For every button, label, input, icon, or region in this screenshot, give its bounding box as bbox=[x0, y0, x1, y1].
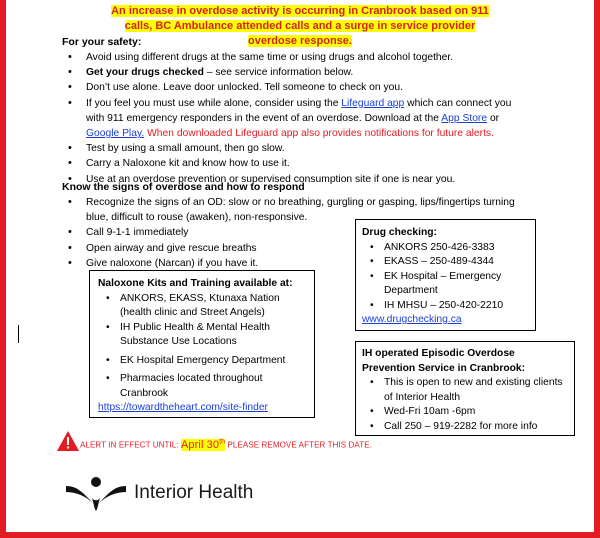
alert-date: April 30th bbox=[181, 438, 226, 451]
list-item: • If you feel you must use while alone, consider using the Lifeguard app which can connect you with 911 emergency responders in the event of an overdose. Download at the App Store or Google Play. When downloaded Lifeguard app also provides notifications for future alerts. bbox=[62, 96, 532, 142]
list-item: • Wed-Fri 10am -6pm bbox=[362, 405, 568, 420]
list-item: • Give naloxone (Narcan) if you have it. bbox=[62, 256, 537, 271]
list-item: • Recognize the signs of an OD: slow or no breathing, gurgling or gasping, lips/fingertips turning blue, difficult to rouse (awaken), non-responsive. bbox=[62, 195, 537, 225]
episodic-box bbox=[355, 341, 575, 436]
list-item: • Call 9-1-1 immediately bbox=[62, 225, 537, 240]
list-item: • EK Hospital – Emergency Department bbox=[362, 270, 529, 299]
safety-list bbox=[62, 50, 532, 187]
list-item: • IH Public Health & Mental Health Substance Use Locations bbox=[98, 321, 306, 350]
google-play-link[interactable]: Google Play. bbox=[86, 128, 145, 140]
list-item: • ANKORS, EKASS, Ktunaxa Nation (health clinic and Street Angels) bbox=[98, 292, 306, 321]
list-item: • Don’t use alone. Leave door unlocked. Tell someone to check on you. bbox=[62, 80, 532, 95]
list-item: • Test by using a small amount, then go slow. bbox=[62, 141, 532, 156]
list-item: • Get your drugs checked – see service information below. bbox=[62, 65, 532, 80]
lifeguard-app-link[interactable]: Lifeguard app bbox=[341, 97, 405, 109]
naloxone-box bbox=[89, 270, 315, 418]
drug-checking-box bbox=[355, 219, 536, 331]
towardtheheart-link[interactable]: https://towardtheheart.com/site-finder bbox=[98, 402, 268, 413]
interior-health-logo-text: Interior Health bbox=[134, 482, 254, 503]
app-store-link[interactable]: App Store bbox=[441, 112, 488, 124]
list-item: • EKASS – 250-489-4344 bbox=[362, 255, 529, 270]
list-item: • Open airway and give rescue breaths bbox=[62, 241, 537, 256]
list-item: • Use at an overdose prevention or supervised consumption site if one is near you. bbox=[62, 172, 532, 187]
list-item: • EK Hospital Emergency Department bbox=[98, 354, 306, 369]
list-item: • Call 250 – 919-2282 for more info bbox=[362, 420, 568, 435]
list-item: • Avoid using different drugs at the same time or using drugs and alcohol together. bbox=[62, 50, 532, 65]
text-cursor bbox=[18, 325, 19, 343]
naloxone-title: Naloxone Kits and Training available at: bbox=[98, 278, 293, 289]
safety-heading: For your safety: bbox=[62, 36, 142, 48]
interior-health-logo-icon bbox=[64, 474, 128, 512]
drugchecking-link[interactable]: www.drugchecking.ca bbox=[362, 314, 462, 325]
signs-heading: Know the signs of overdose and how to respond bbox=[62, 181, 305, 193]
list-item: • This is open to new and existing clients of Interior Health bbox=[362, 376, 568, 405]
alert-banner: An increase in overdose activity is occurring in Cranbrook based on 911 calls, BC Ambulance attended calls and a surge in service provider overdose response. bbox=[111, 5, 489, 47]
drug-checking-title: Drug checking: bbox=[362, 227, 437, 238]
list-item: • Carry a Naloxone kit and know how to use it. bbox=[62, 156, 532, 171]
alert-expiry: ALERT IN EFFECT UNTIL: April 30th PLEASE REMOVE AFTER THIS DATE. bbox=[80, 438, 372, 451]
list-item: • Pharmacies located throughout Cranbrook bbox=[98, 372, 306, 401]
episodic-title: IH operated Episodic Overdose Prevention Service in Cranbrook: bbox=[362, 348, 526, 374]
list-item: • IH MHSU – 250-420-2210 bbox=[362, 299, 529, 314]
warning-icon bbox=[56, 430, 80, 452]
list-item: • ANKORS 250-426-3383 bbox=[362, 241, 529, 256]
